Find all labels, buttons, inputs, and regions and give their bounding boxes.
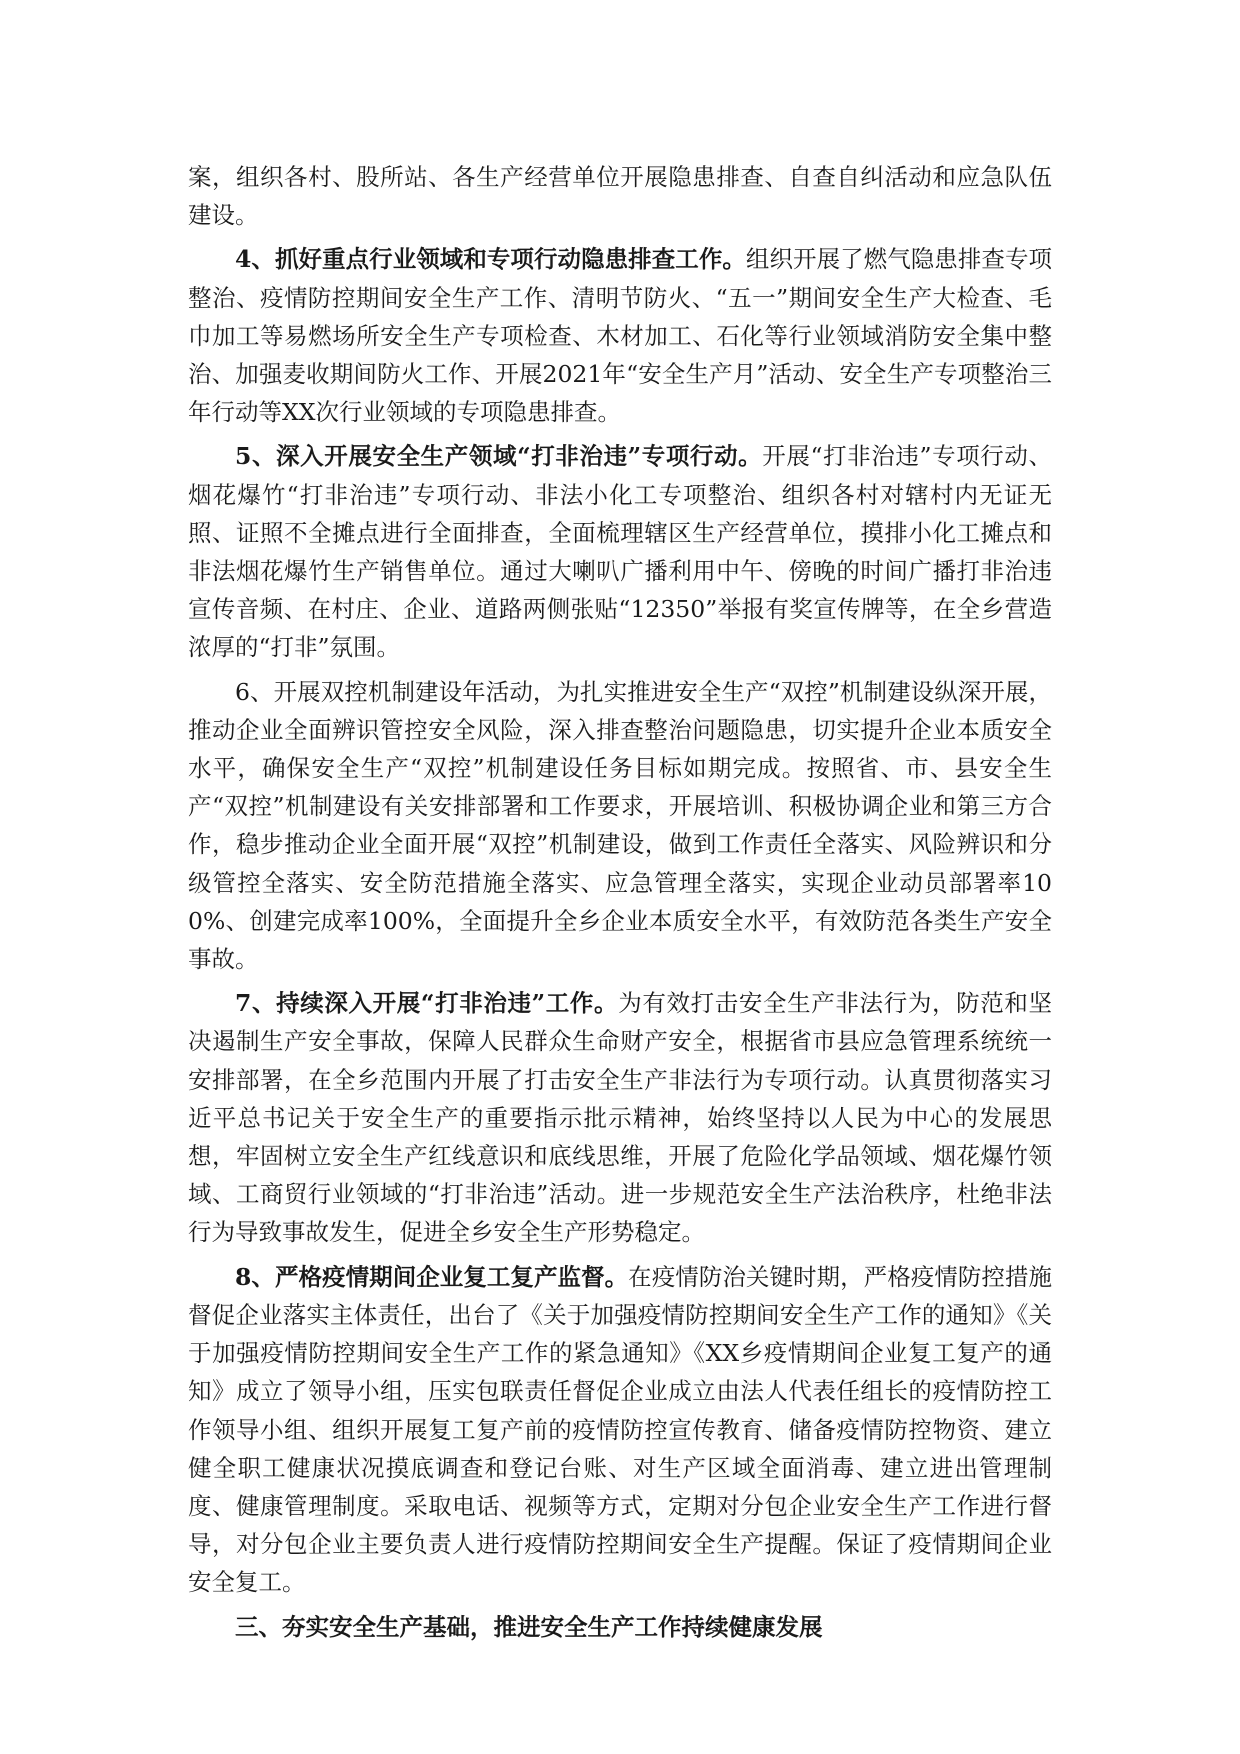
paragraph-text: 组织开展了燃气隐患排查专项整治、疫情防控期间安全生产工作、清明节防火、“五一”期间安全生产大检查、毛巾加工等易燃场所安全生产专项检查、木材加工、石化等行业领域消防安全集中整治、加强麦收期间防火工作、开展2021年“安全生产月”活动、安全生产专项整治三年行动等XX次行业领域的专项隐患排查。 xyxy=(188,245,1053,427)
paragraph-text: 案，组织各村、股所站、各生产经营单位开展隐患排查、自查自纠活动和应急队伍建设。 xyxy=(188,163,1052,230)
paragraph-lead: 5、深入开展安全生产领域“打非治违”专项行动。 xyxy=(235,442,763,471)
paragraph-item-7 xyxy=(188,984,1052,1251)
section-heading: 三、夯实安全生产基础，推进安全生产工作持续健康发展 xyxy=(235,1612,823,1641)
paragraph-item-8 xyxy=(188,1258,1052,1602)
document-body xyxy=(188,158,1052,1646)
paragraph-item-4 xyxy=(188,240,1052,431)
paragraph-lead: 4、抓好重点行业领域和专项行动隐患排查工作。 xyxy=(235,245,746,274)
paragraph-text: 在疫情防治关键时期，严格疫情防控措施督促企业落实主体责任，出台了《关于加强疫情防控期间安全生产工作的通知》《关于加强疫情防控期间安全生产工作的紧急通知》《XX乡疫情期间企业复工复产的通知》成立了领导小组，压实包联责任督促企业成立由法人代表任组长的疫情防控工作领导小组、组织开展复工复产前的疫情防控宣传教育、储备疫情防控物资、建立健全职工健康状况摸底调查和登记台账、对生产区域全面消毒、建立进出管理制度、健康管理制度。采取电话、视频等方式，定期对分包企业安全生产工作进行督导，对分包企业主要负责人进行疫情防控期间安全生产提醒。保证了疫情期间企业安全复工。 xyxy=(188,1262,1052,1597)
paragraph-item-5 xyxy=(188,437,1052,666)
paragraph-item-6 xyxy=(188,673,1052,979)
paragraph-text: 为有效打击安全生产非法行为，防范和坚决遏制生产安全事故，保障人民群众生命财产安全，根据省市县应急管理系统统一安排部署，在全乡范围内开展了打击安全生产非法行为专项行动。认真贯彻落实习近平总书记关于安全生产的重要指示批示精神，始终坚持以人民为中心的发展思想，牢固树立安全生产红线意识和底线思维，开展了危险化学品领域、烟花爆竹领域、工商贸行业领域的“打非治违”活动。进一步规范安全生产法治秩序，杜绝非法行为导致事故发生，促进全乡安全生产形势稳定。 xyxy=(188,989,1053,1247)
paragraph-lead: 7、持续深入开展“打非治违”工作。 xyxy=(235,989,619,1018)
paragraph-continuation xyxy=(188,158,1052,234)
paragraph-lead: 8、严格疫情期间企业复工复产监督。 xyxy=(235,1262,629,1291)
paragraph-text: 开展“打非治违”专项行动、烟花爆竹“打非治违”专项行动、非法小化工专项整治、组织各村对辖村内无证无照、证照不全摊点进行全面排查，全面梳理辖区生产经营单位，摸排小化工摊点和非法烟花爆竹生产销售单位。通过大喇叭广播利用中午、傍晚的时间广播打非治违宣传音频、在村庄、企业、道路两侧张贴“12350”举报有奖宣传牌等，在全乡营造浓厚的“打非”氛围。 xyxy=(188,442,1053,662)
paragraph-text: 6、开展双控机制建设年活动，为扎实推进安全生产“双控”机制建设纵深开展，推动企业全面辨识管控安全风险，深入排查整治问题隐患，切实提升企业本质安全水平，确保安全生产“双控”机制建设任务目标如期完成。按照省、市、县安全生产“双控”机制建设有关安排部署和工作要求，开展培训、积极协调企业和第三方合作，稳步推动企业全面开展“双控”机制建设，做到工作责任全落实、风险辨识和分级管控全落实、安全防范措施全落实、应急管理全落实，实现企业动员部署率100%、创建完成率100%，全面提升全乡企业本质安全水平，有效防范各类生产安全事故。 xyxy=(188,677,1052,974)
